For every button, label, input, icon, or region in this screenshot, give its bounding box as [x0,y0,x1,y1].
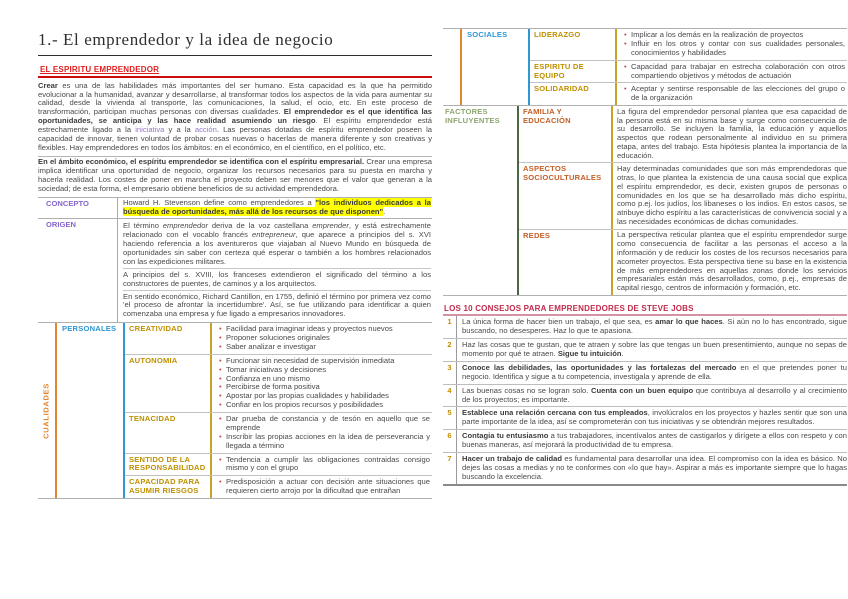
advice-number: 1 [443,316,457,338]
quality-row [125,412,432,453]
quality-bullet: • Dar prueba de constancia y de tesón en aquello que se emprende [226,415,430,433]
origin-paragraph: En sentido económico, Richard Cantillon, en 1755, definió el término por primera vez como 'el proceso de afrontar la incertidumbre'. Así, se fue utilizando para identificar a quien comenzaba una empresa y fue ligado a empresarios innovadores. [123,290,431,321]
quality-bullet: • Tomar iniciativas y decisiones [226,366,430,375]
social-qualities-table [443,28,847,106]
quality-bullet: • Confianza en uno mismo [226,375,430,384]
factores-influyentes-label: FACTORES INFLUYENTES [443,106,519,295]
social-quality-rows [530,29,847,105]
section-heading-espiritu-emprendedor [38,65,432,78]
left-column [38,28,432,499]
quality-bullets [617,61,847,83]
social-table-left-margin [443,29,462,105]
influencing-factors-table [443,106,847,296]
quality-name: ESPIRITU DE EQUIPO [530,61,617,83]
factor-text: La figura del emprendedor personal plantea que esa capacidad de la persona está en su misma base y surge como consecuencia de su desarrollo. Se incluyen la familia, la educación y aquellos aspectos que rodean personalmente al individuo en su primera etapa, antes del trabajo. Esta hipótesis plantea la importancia de la educación. [617,106,847,160]
quality-bullet: • Apostar por las propias cualidades y habilidades [226,392,430,401]
quality-bullet: • Tendencia a cumplir las obligaciones contraidas consigo mismo y con el grupo [226,456,430,474]
quality-row [530,60,847,83]
origin-label: ORIGEN [38,219,118,322]
advice-item [443,452,847,484]
quality-name: CAPACIDAD PARA ASUMIR RIESGOS [125,476,212,498]
quality-name: CREATIVIDAD [125,323,212,354]
quality-bullet: • Facilidad para imaginar ideas y proyectos nuevos [226,325,430,334]
advice-text: Contagia tu entusiasmo a tus trabajadores, incentívalos antes de castigarlos y dirígete a ellos con respeto y con buenas maneras, así mejorará la productividad de tu empresa. [462,431,848,450]
advice-text: Conoce las debilidades, las oportunidades y las fortalezas del mercado en el que pretendes poner tu negocio. Identifica y sigue a tu competencia, investigala y aprende de ella. [462,362,847,381]
qualities-vertical-label: CUALIDADES [41,382,51,439]
concept-row [38,198,432,219]
quality-bullet: • Saber analizar e investigar [226,343,430,352]
quality-bullet: • Percibirse de forma positiva [226,383,430,392]
origin-paragraphs [118,219,432,322]
advice-item [443,338,847,361]
personal-quality-rows [125,323,432,498]
origin-row [38,218,432,322]
advice-text: Las buenas cosas no se logran solo. Cuenta con un buen equipo que contribuya al desarrollo y al crecimiento de los proyectos; es importante. [462,385,847,404]
factor-rows [519,106,847,295]
factor-name: FAMILIA Y EDUCACIÓN [519,106,613,162]
quality-bullet: • Capacidad para trabajar en estrecha colaboración con otros compartiendo objetivos y métodos de actuación [631,63,845,81]
quality-name: SENTIDO DE LA RESPONSABILIDAD [125,454,212,476]
steve-jobs-advice-section [443,304,847,486]
advice-number: 5 [443,407,457,429]
quality-bullet: • Aceptar y sentirse responsable de las elecciones del grupo o de la organización [631,85,845,103]
sociales-group-label: SOCIALES [462,29,530,105]
factor-name: REDES [519,230,613,295]
origin-paragraph: A principios del s. XVIII, los franceses extendieron el significado del término a los constructores de puentes, de caminos y a los arquitectos. [123,268,431,290]
factor-name: ASPECTOS SOCIOCULTURALES [519,163,613,228]
factor-row [519,106,847,162]
section-heading-text: EL ESPIRITU EMPRENDEDOR [40,64,160,74]
advice-heading: LOS 10 CONSEJOS PARA EMPRENDEDORES DE STEVE JOBS [443,304,847,317]
advice-text: Hacer un trabajo de calidad es fundamental para desarrollar una idea. El compromiso con la idea es básico. No dejes las cosas a medias y no te conformes con «lo que hay». Aspirar a más es importante siempre que lo hagas buscando la excelencia. [462,453,847,481]
quality-row [125,475,432,498]
quality-bullets [617,29,847,60]
advice-item [443,429,847,452]
qualities-vertical-header [38,323,57,498]
quality-bullet: • Proponer soluciones originales [226,334,430,343]
quality-bullets [212,413,432,453]
intro-paragraph-1: Crear es una de las habilidades más importantes del ser humano. Esta capacidad es la que ha permitido evolucionar a la humanidad, avanzar y desarrollarse, al transformar todos los aspectos de la vida para aumentar su calidad, desde la vivienda al transporte, las comunicaciones, la salud, el ocio, etc. En este proceso de transformación, participan muchas personas con diversas cualidades. El emprendedor es el que identifica las oportunidades, se anticipa y las hace realidad asumiendo un riesgo. El espíritu emprendedor está estrechamente ligado a la iniciativa y a la acción. Las personas dotadas de espíritu emprendedor poseen la capacidad de innovar, tienen voluntad de probar cosas nuevas o hacerlas de manera diferente y son creativas y flexibles. Hay emprendedores en todos los ámbitos: en el económico, en el científico, en el político, etc. [38,80,433,152]
quality-name: AUTONOMIA [125,355,212,412]
quality-row [530,82,847,105]
advice-text: La única forma de hacer bien un trabajo, el que sea, es amar lo que haces. Si aún no lo has encontrado, sigue buscando, no desesperes. Haz lo que te apasiona. [462,317,848,336]
advice-number: 7 [443,453,457,484]
factor-row [519,229,847,295]
quality-bullets [212,323,432,354]
advice-item [443,316,847,338]
personales-group-label: PERSONALES [57,323,125,498]
quality-bullet: • Inscribir las propias acciones en la idea de perseverancia y llegada a término [226,433,430,451]
advice-item [443,384,847,407]
advice-number: 2 [443,339,457,361]
advice-number: 4 [443,385,457,407]
quality-name: LIDERAZGO [530,29,617,60]
quality-name: TENACIDAD [125,413,212,453]
quality-bullet: • Predisposición a actuar con decisión ante situaciones que requieren cierto arrojo por la dificultad que entrañan [226,478,430,496]
quality-bullets [212,355,432,412]
quality-row [530,29,847,60]
advice-item [443,406,847,429]
concept-text: Howard H. Stevenson define como emprendedores a "los individuos dedicados a la búsqueda de oportunidades, más allá de los recursos de que disponen". [123,198,431,217]
advice-text: Establece una relación cercana con tus empleados, involúcralos en los proyectos y hazles sentir que son una parte importante de la idea, así se comprometerán con tus iniciativas y se obtendrán mejores resultados. [462,408,848,427]
advice-number: 6 [443,430,457,452]
factor-text: Hay determinadas comunidades que son más emprendedoras que otras, lo que plantea la existencia de una causa social que explica el espíritu emprendedor, es decir, existen grupos de personas o comunidades en los que se ha desarrollado más dicho espíritu, como p.ej. los judíos, los libaneses o los indios. En estos casos, se atribuye dicho espíritu a las características de convivencia social y a las necesidades económicas de dichas comunidades. [617,163,847,227]
quality-row [125,453,432,476]
concept-origin-table [38,197,432,324]
quality-bullets [617,83,847,105]
advice-text: Haz las cosas que te gustan, que te atraen y sobre las que tengas un buen presentimiento, aunque no sepas de momento por qué te atraen. Sigue tu intuición. [462,340,847,359]
personal-qualities-table [38,323,432,499]
quality-bullet: • Implicar a los demás en la realización de proyectos [631,31,845,40]
quality-name: SOLIDARIDAD [530,83,617,105]
factor-text: La perspectiva reticular plantea que el espíritu emprendedor surge como consecuencia de facilitar a las personas el acceso a la información y de reducir los costes de los recursos necesarios para acometer proyectos. Esta perspectiva tiene su base en la existencia de más emprendedores en aquellas zonas donde los servicios empresariales están más desarrollados, como, p.ej., empresas de capital riesgo, centros de información y formación, etc. [617,230,847,293]
quality-row [125,323,432,354]
advice-number: 3 [443,362,457,384]
origin-paragraph: El término emprendedor deriva de la voz castellana emprender, y está estrechamente relacionado con el vocablo francés entrepreneur, que aparece a principios del s. XVI haciendo referencia a los aventureros que viajaban al Nuevo Mundo en búsqueda de oportunidades sin saber con certeza qué esperar o también a los hombres relacionados con las expediciones militares. [123,221,431,266]
quality-bullet: • Funcionar sin necesidad de supervisión inmediata [226,357,430,366]
quality-bullets [212,454,432,476]
quality-bullet: • Confiar en los propios recursos y posibilidades [226,401,430,410]
factor-row [519,162,847,228]
page-title: 1.- El emprendedor y la idea de negocio [38,28,432,56]
quality-bullet: • Influir en los otros y contar con sus cualidades personales, conocimientos y habilidades [631,40,845,58]
right-column [443,28,847,486]
intro-paragraph-2: En el ámbito económico, el espíritu emprendedor se identifica con el espíritu empresarial. Crear una empresa implica identificar una oportunidad de negocio, organizar los recursos necesarios para su puesta en marcha y hacerla realidad. Los costes de poner en marcha el proyecto deben ser menores que el valor que generan a la sociedad; de esta forma, el empresario obtiene beneficios de su actividad emprendedora. [38,156,432,197]
concept-label: CONCEPTO [38,198,118,219]
advice-item [443,361,847,384]
quality-bullets [212,476,432,498]
quality-row [125,354,432,412]
advice-list [443,316,847,485]
